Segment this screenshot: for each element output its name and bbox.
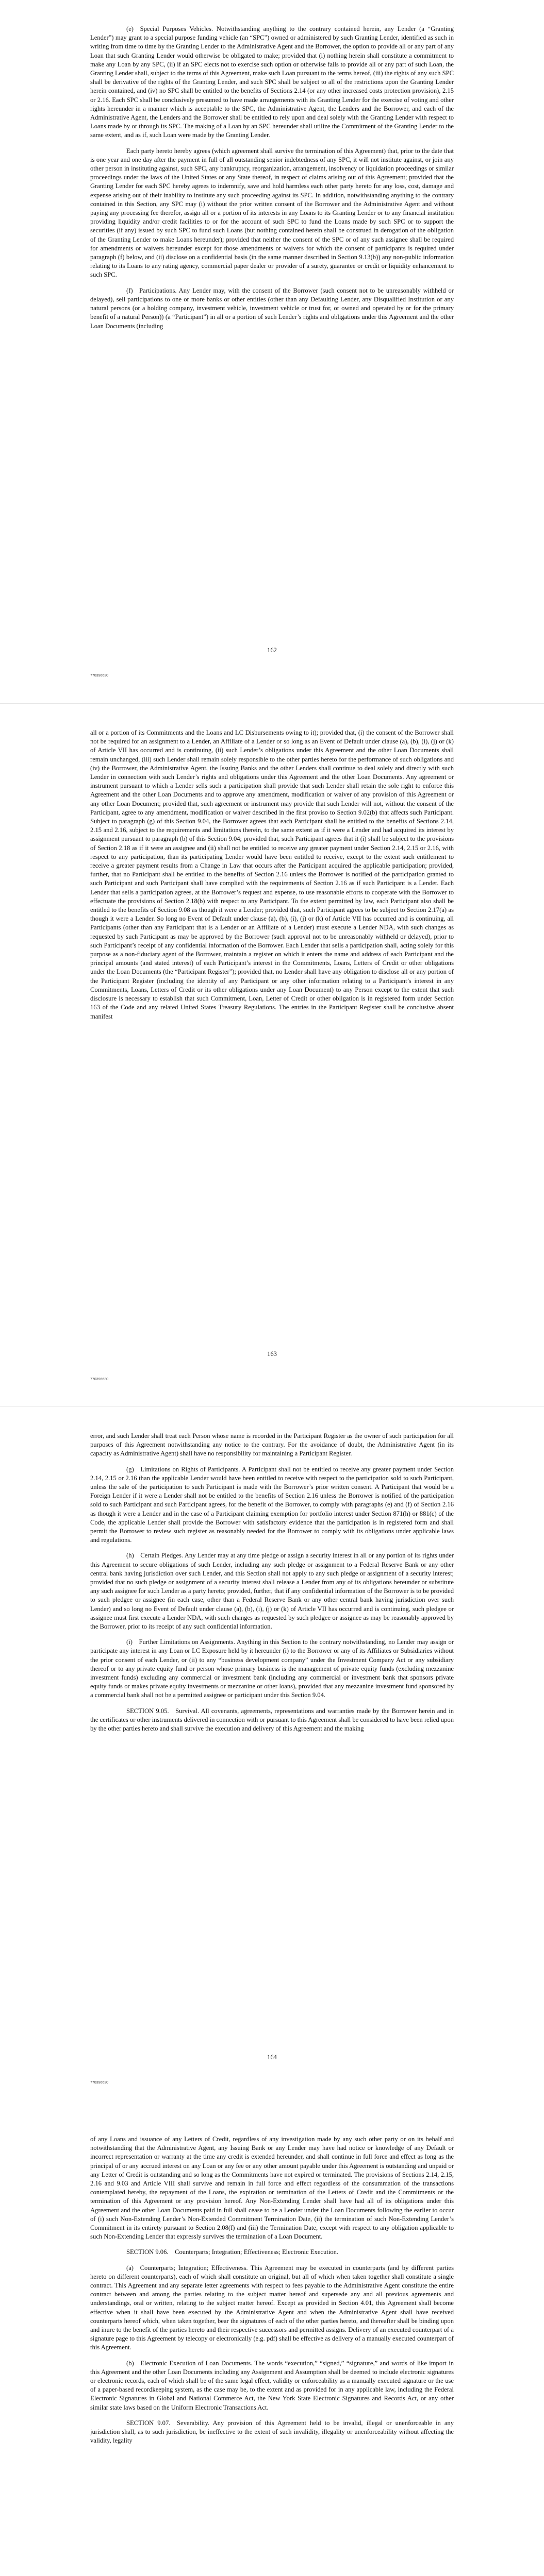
paragraph: SECTION 9.07. Severability. Any provision of this Agreement held to be invalid, illegal or unenforceable in any jurisdiction shall, as to such jurisdiction, be ineffective to the extent of such invalidity, illegality or unenforceability without affecting the validity, legality xyxy=(90,2419,454,2445)
document-page-4 xyxy=(0,2110,544,2576)
page-body xyxy=(90,25,454,337)
document-id: 770396630 xyxy=(90,674,109,677)
page-body xyxy=(90,728,454,1028)
paragraph: (f) Participations. Any Lender may, with the consent of the Borrower (such consent not to be unreasonably withheld or delayed), sell participations to one or more banks or other entities (other than any Defaulting Lender, any Disqualified Institution or any natural persons (or a holding company, investment vehicle, investment vehicle or trust for, or owned and operated by or for the primary benefit of a natural Person)) (a “Participant”) in all or a portion of such Lender’s rights and obligations under this Agreement and the other Loan Documents (including xyxy=(90,286,454,330)
page-number: 163 xyxy=(267,1350,277,1358)
document-page-2 xyxy=(0,703,544,1407)
page-number: 164 xyxy=(267,2054,277,2061)
page-body xyxy=(90,2135,454,2452)
document-page-3 xyxy=(0,1406,544,2110)
section-heading: SECTION 9.06. Counterparts; Integration; Effectiveness; Electronic Execution. xyxy=(126,2248,339,2256)
document-id: 770396630 xyxy=(90,1378,109,1381)
paragraph: SECTION 9.05. Survival. All covenants, agreements, representations and warranties made by the Borrower herein and in the certificates or other instruments delivered in connection with or pursuant to this Agreement shall be considered to have been relied upon by the other parties hereto and shall survive the execution and delivery of this Agreement and the making xyxy=(90,1707,454,1733)
paragraph: all or a portion of its Commitments and the Loans and LC Disbursements owing to it); provided that, (i) the consent of the Borrower shall not be required for an assignment to a Lender, an Affiliate of a Lender or so long as an Event of Default under clause (a), (b), (i), (j) or (k) of Article VII has occurred and is continuing, (ii) such Lender’s obligations under this Agreement and the other Loan Documents shall remain unchanged, (iii) such Lender shall remain solely responsible to the other parties hereto for the performance of such obligations and (iv) the Borrower, the Administrative Agent, the Issuing Banks and the other Lenders shall continue to deal solely and directly with such Lender in connection with such Lender’s rights and obligations under this Agreement and the other Loan Documents. Any agreement or instrument pursuant to which a Lender sells such a participation shall provide that such Lender shall retain the sole right to enforce this Agreement and the other Loan Documents and to approve any amendment, modification or waiver of any provision of this Agreement or any other Loan Document; provided that, such agreement or instrument may provide that such Lender will not, without the consent of the Participant, agree to any amendment, modification or waiver described in the first proviso to Section 9.02(b) that affects such Participant. Subject to paragraph (g) of this Section 9.04, the Borrower agrees that each Participant shall be entitled to the benefits of Sections 2.14, 2.15 and 2.16, subject to the requirements and limitations therein, to the same extent as if it were a Lender and had acquired its interest by assignment pursuant to paragraph (b) of this Section 9.04; provided that, such Participant agrees that it (i) shall be subject to the provisions of Section 2.18 as if it were an assignee and (ii) shall not be entitled to receive any greater payment under Section 2.14, 2.15 or 2.16, with respect to any participation, than its participating Lender would have been entitled to receive, except to the extent such entitlement to receive a greater payment results from a Change in Law that occurs after the Participant acquired the applicable participation; provided, further, that no Participant shall be entitled to the benefits of Section 2.16 unless the Borrower is notified of the participation granted to such Participant and such Participant shall have complied with the requirements of Section 2.16 as if such Participant is a Lender. Each Lender that sells a participation agrees, at the Borrower’s request and expense, to use reasonable efforts to cooperate with the Borrower to effectuate the provisions of Section 2.18(b) with respect to any Participant. To the extent permitted by law, each Participant also shall be entitled to the benefits of Section 9.08 as though it were a Lender; provided that, such Participant agrees to be subject to Section 2.17(a) as though it were a Lender. So long no Event of Default under clause (a), (b), (i), (j) or (k) of Article VII has occurred and is continuing, all Participants (other than any Participant that is a Lender or an Affiliate of a Lender) must execute a Lender NDA, with such changes as requested by such Participant as may be approved by the Borrower (such approval not to be unreasonably withheld or delayed), prior to such Participant’s receipt of any confidential information of the Borrower. Each Lender that sells a participation shall, acting solely for this purpose as a non-fiduciary agent of the Borrower, maintain a register on which it enters the name and address of each Participant and the principal amounts (and stated interest) of each Participant’s interest in the Commitments, Loans, Letters of Credit or other obligations under the Loan Documents (the “Participant Register”); provided that, no Lender shall have any obligation to disclose all or any portion of the Participant Register (including the identity of any Participant or any other information relating to a Participant’s interest in any Commitments, Loans, Letters of Credit or its other obligations under any Loan Document) to any Person except to the extent that such disclosure is necessary to establish that such Commitment, Loan, Letter of Credit or other obligation is in registered form under Section 163 of the Code and any related United States Treasury Regulations. The entries in the Participant Register shall be conclusive absent manifest xyxy=(90,729,454,1020)
paragraph: (b) Electronic Execution of Loan Documents. The words “execution,” “signed,” “signature,” and words of like import in this Agreement and the other Loan Documents including any Assignment and Assumption shall be deemed to include electronic signatures or electronic records, each of which shall be of the same legal effect, validity or enforceability as a manually executed signature or the use of a paper-based recordkeeping system, as the case may be, to the extent and as provided for in any applicable law, including the Federal Electronic Signatures in Global and National Commerce Act, the New York State Electronic Signatures and Records Act, or any other similar state laws based on the Uniform Electronic Transactions Act. xyxy=(90,2359,454,2411)
paragraph: of any Loans and issuance of any Letters of Credit, regardless of any investigation made by any such other party or on its behalf and notwithstanding that the Administrative Agent, any Issuing Bank or any Lender may have had notice or knowledge of any Default or incorrect representation or warranty at the time any credit is extended hereunder, and shall continue in full force and effect as long as the principal of or any accrued interest on any Loan or any fee or any other amount payable under this Agreement is outstanding and unpaid or any Letter of Credit is outstanding and so long as the Commitments have not expired or terminated. The provisions of Sections 2.14, 2.15, 2.16 and 9.03 and Article VIII shall survive and remain in full force and effect regardless of the consummation of the transactions contemplated hereby, the repayment of the Loans, the expiration or termination of the Letters of Credit and the Commitments or the termination of this Agreement or any provision hereof. Any Non-Extending Lender shall have had all of its obligations under this Agreement and the other Loan Documents paid in full shall cease to be a Lender under the Loan Documents following the earlier to occur of (i) such Non-Extending Lender’s Non-Extended Commitment Termination Date, (ii) the termination of such Non-Extending Lender’s Commitment in its entirety pursuant to Section 2.08(f) and (iii) the Termination Date, except with respect to any obligation applicable to such Non-Extending Lender that expressly survives the termination of a Loan Document. xyxy=(90,2136,454,2241)
paragraph: (g) Limitations on Rights of Participants. A Participant shall not be entitled to receive any greater payment under Section 2.14, 2.15 or 2.16 than the applicable Lender would have been entitled to receive with respect to the participation sold to such Participant, unless the sale of the participation to such Participant is made with the Borrower’s prior written consent. A Participant that would be a Foreign Lender if it were a Lender shall not be entitled to the benefits of Section 2.16 unless the Borrower is notified of the participation sold to such Participant and such Participant agrees, for the benefit of the Borrower, to comply with paragraphs (e) and (f) of Section 2.16 as though it were a Lender and in the case of a Participant claiming exemption for portfolio interest under Section 871(h) or 881(c) of the Code, the applicable Lender shall provide the Borrower with satisfactory evidence that the participation is in registered form and shall permit the Borrower to review such register as reasonably needed for the Borrower to comply with its obligations under applicable laws and regulations. xyxy=(90,1465,454,1544)
paragraph: error, and such Lender shall treat each Person whose name is recorded in the Participant Register as the owner of such participation for all purposes of this Agreement notwithstanding any notice to the contrary. For the avoidance of doubt, the Administrative Agent (in its capacity as Administrative Agent) shall have no responsibility for maintaining a Participant Register. xyxy=(90,1432,454,1458)
document-page-1 xyxy=(0,0,544,703)
paragraph: (a) Counterparts; Integration; Effectiveness. This Agreement may be executed in counterparts (and by different parties hereto on different counterparts), each of which shall constitute an original, but all of which when taken together shall constitute a single contract. This Agreement and any separate letter agreements with respect to fees payable to the Administrative Agent constitute the entire contract between and among the parties relating to the subject matter hereof and supersede any and all previous agreements and understandings, oral or written, relating to the subject matter hereof. Except as provided in Section 4.01, this Agreement shall become effective when it shall have been executed by the Administrative Agent and when the Administrative Agent shall have received counterparts hereof which, when taken together, bear the signatures of each of the other parties hereto, and thereafter shall be binding upon and inure to the benefit of the parties hereto and their respective successors and permitted assigns. Delivery of an executed counterpart of a signature page to this Agreement by telecopy or electronically (e.g. pdf) shall be effective as delivery of a manually executed counterpart of this Agreement. xyxy=(90,2264,454,2351)
paragraph: Each party hereto hereby agrees (which agreement shall survive the termination of this Agreement) that, prior to the date that is one year and one day after the payment in full of all outstanding senior indebtedness of any SPC, it will not institute against, or join any other person in instituting against, such SPC, any bankruptcy, reorganization, arrangement, insolvency or liquidation proceedings or similar proceedings under the laws of the United States or any State thereof, in respect of claims arising out of this Agreement; provided that the Granting Lender for each SPC hereby agrees to indemnify, save and hold harmless each other party hereto for any loss, cost, damage and expense arising out of their inability to institute any such proceeding against its SPC. In addition, notwithstanding anything to the contrary contained in this Section, any SPC may (i) without the prior written consent of the Borrower and the Administrative Agent and without paying any processing fee therefor, assign all or a portion of its interests in any Loans to its Granting Lender or to any financial institution providing liquidity and/or credit facilities to or for the account of such SPC to fund the Loans made by such SPC or to support the securities (if any) issued by such SPC to fund such Loans (but nothing contained herein shall be construed in derogation of the obligation of the Granting Lender to make Loans hereunder); provided that neither the consent of the SPC or of any such assignee shall be required for amendments or waivers hereunder except for those amendments or waivers for which the consent of participants is required under paragraph (f) below, and (ii) disclose on a confidential basis (in the same manner described in Section 9.13(b)) any non-public information relating to its Loans to any rating agency, commercial paper dealer or provider of a surety, guarantee or credit or liquidity enhancement to such SPC. xyxy=(90,147,454,279)
paragraph: (i) Further Limitations on Assignments. Anything in this Section to the contrary notwithstanding, no Lender may assign or participate any interest in any Loan or LC Exposure held by it hereunder (i) to the Borrower or any of its Affiliates or Subsidiaries without the prior consent of each Lender, or (ii) to any “business development company” under the Investment Company Act or any subsidiary thereof or to any private equity fund or person whose primary business is the management of private equity funds (excluding mezzanine investment funds) excluding any commercial or investment bank (including any commercial or investment bank that sponsors private equity funds or makes private equity investments or mezzanine or other loans), provided that any mezzanine investment fund sponsored by a commercial bank shall not be a permitted assignee or participant under this Section 9.04. xyxy=(90,1638,454,1699)
document-id: 770396630 xyxy=(90,2081,109,2084)
page-body xyxy=(90,1432,454,1740)
paragraph: (e) Special Purposes Vehicles. Notwithstanding anything to the contrary contained herein, any Lender (a “Granting Lender”) may grant to a special purpose funding vehicle (an “SPC”) owned or administered by such Granting Lender, identified as such in writing from time to time by the Granting Lender to the Administrative Agent and the Borrower, the option to provide all or any part of any Loan that such Granting Lender would otherwise be obligated to make; provided that (i) nothing herein shall constitute a commitment to make any Loan by any SPC, (ii) if an SPC elects not to exercise such option or otherwise fails to provide all or any part of such Loan, the Granting Lender shall, subject to the terms of this Agreement, make such Loan pursuant to the terms hereof, (iii) the rights of any such SPC shall be derivative of the rights of the Granting Lender, and such SPC shall be subject to all of the restrictions upon the Granting Lender herein contained, and (iv) no SPC shall be entitled to the benefits of Sections 2.14 (or any other increased costs protection provision), 2.15 or 2.16. Each SPC shall be conclusively presumed to have made arrangements with its Granting Lender for the exercise of voting and other rights hereunder in a manner which is acceptable to the SPC, the Administrative Agent, the Lenders and the Borrower, and each of the Administrative Agent, the Lenders and the Borrower shall be entitled to rely upon and deal solely with the Granting Lender with respect to Loans made by or through its SPC. The making of a Loan by an SPC hereunder shall utilize the Commitment of the Granting Lender to the same extent, and as if, such Loan were made by the Granting Lender. xyxy=(90,25,454,139)
paragraph: (h) Certain Pledges. Any Lender may at any time pledge or assign a security interest in all or any portion of its rights under this Agreement to secure obligations of such Lender, including any such pledge or assignment to a Federal Reserve Bank or any other central bank having jurisdiction over such Lender, and this Section shall not apply to any such pledge or assignment of a security interest; provided that no such pledge or assignment of a security interest shall release a Lender from any of its obligations hereunder or substitute any such assignee for such Lender as a party hereto; provided, further, that if any confidential information of the Borrower is to be provided to such pledgee or assignee (in each case, other than a Federal Reserve Bank or any other central bank having jurisdiction over such Lender) and so long no Event of Default under clause (a), (b), (i), (j) or (k) of Article VII has occurred and is continuing, such pledgee or assignee must first execute a Lender NDA, with such changes as requested by such pledgee or assignee as may be reasonably approved by the Borrower, prior to its receipt of any such confidential information. xyxy=(90,1552,454,1631)
page-number: 162 xyxy=(267,647,277,654)
